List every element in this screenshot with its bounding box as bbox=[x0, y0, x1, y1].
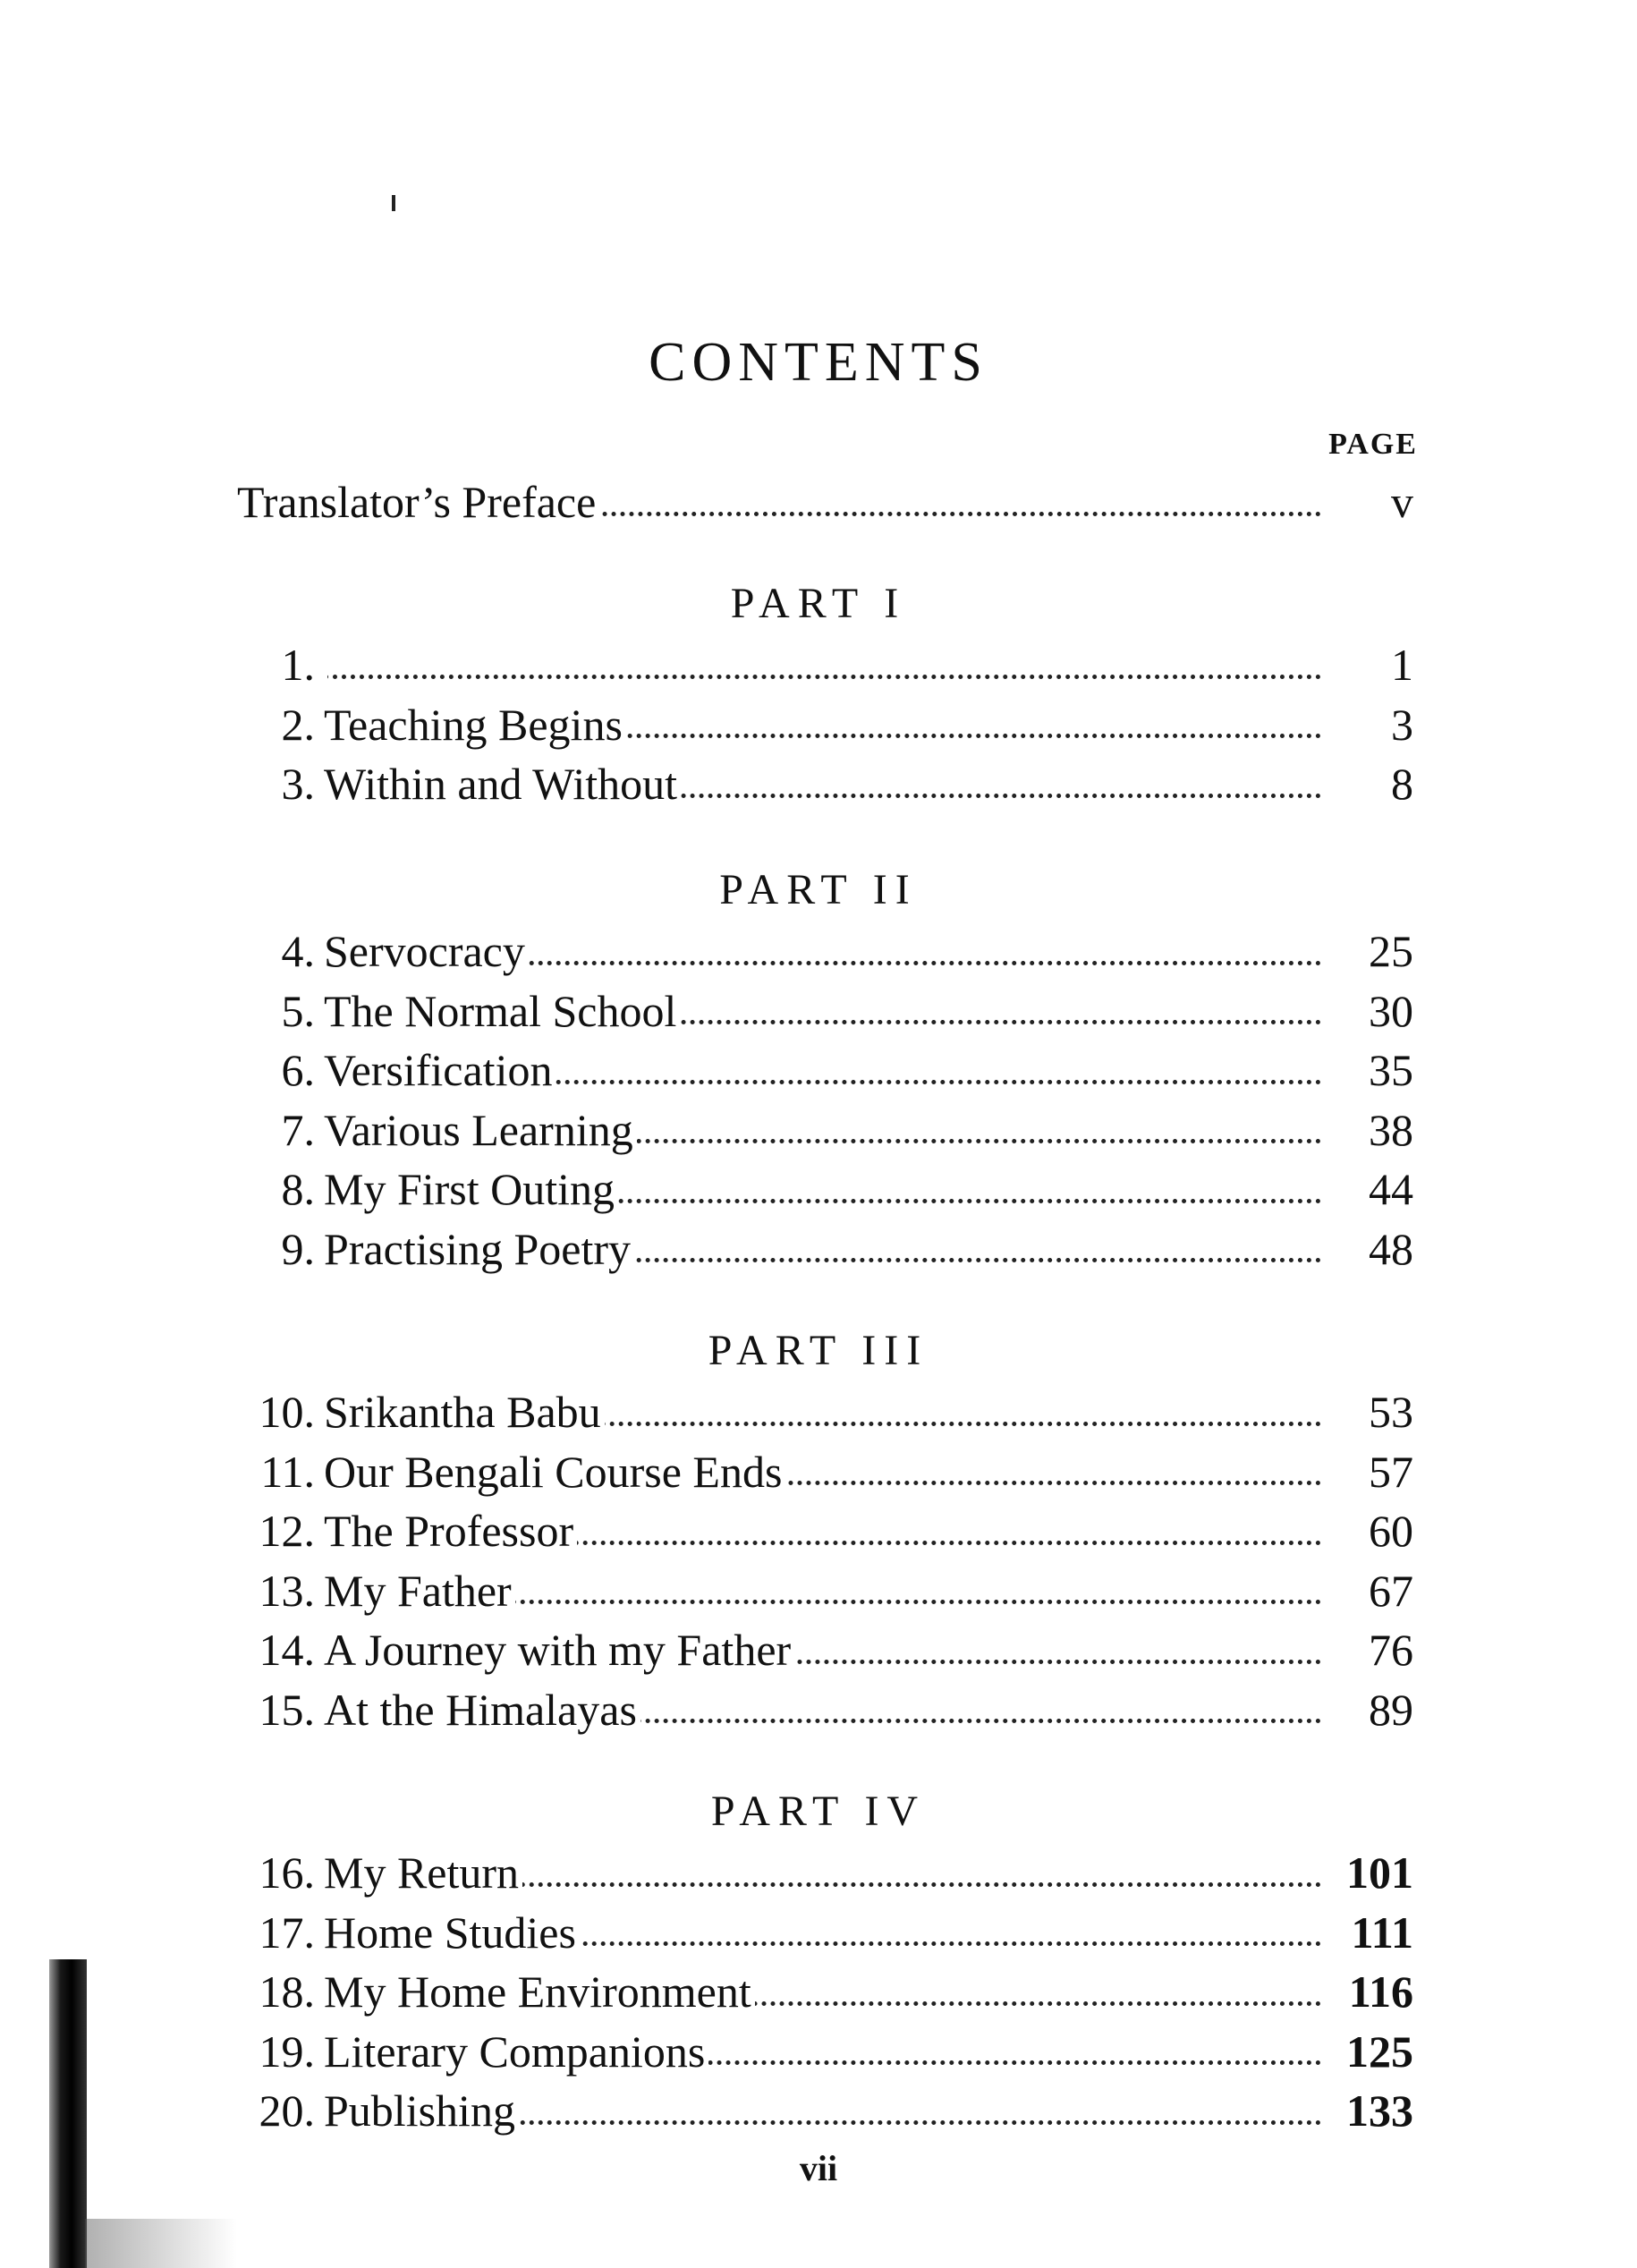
toc-entry-title: Our Bengali Course Ends bbox=[324, 1442, 1321, 1502]
toc-entry-page: 53 bbox=[1369, 1387, 1413, 1437]
toc-entry[interactable] bbox=[0, 1903, 1637, 1963]
toc-entry-title: Teaching Begins bbox=[324, 695, 1321, 755]
toc-entry-title: The Normal School bbox=[324, 981, 1321, 1041]
dot-leader bbox=[324, 675, 1321, 679]
toc-entry-number: 1. bbox=[281, 640, 315, 690]
toc-entry[interactable] bbox=[0, 1219, 1637, 1279]
toc-entry-number: 3. bbox=[281, 759, 315, 809]
toc-entry-page: 8 bbox=[1391, 759, 1413, 809]
toc-entry-number: 6. bbox=[281, 1045, 315, 1095]
toc-entry-page: 125 bbox=[1346, 2026, 1413, 2077]
toc-entry-title: A Journey with my Father bbox=[324, 1620, 1321, 1680]
toc-entry-title: My Home Environment bbox=[324, 1962, 1321, 2022]
toc-entry-number: 11. bbox=[260, 1446, 315, 1497]
toc-entry-number: 7. bbox=[281, 1104, 315, 1155]
toc-entry-title: Publishing bbox=[324, 2081, 1321, 2141]
footer-page-number: vii bbox=[799, 2148, 838, 2188]
toc-entry[interactable] bbox=[0, 1382, 1637, 1442]
toc-entry[interactable] bbox=[0, 1100, 1637, 1160]
part-heading: PART II bbox=[719, 866, 918, 913]
toc-entry-title: Literary Companions bbox=[324, 2022, 1321, 2082]
toc-entry-page: 101 bbox=[1346, 1848, 1413, 1898]
toc-entry-title: My First Outing bbox=[324, 1159, 1321, 1219]
toc-entry-number: 8. bbox=[281, 1164, 315, 1214]
part-heading: PART IV bbox=[710, 1788, 927, 1835]
toc-entry[interactable] bbox=[0, 1501, 1637, 1561]
toc-entry-page: 30 bbox=[1369, 985, 1413, 1036]
toc-entry-page: 116 bbox=[1348, 1966, 1413, 2017]
toc-entry-preface[interactable] bbox=[0, 472, 1637, 532]
part-1-section bbox=[0, 573, 1637, 814]
toc-entry[interactable] bbox=[0, 1843, 1637, 1903]
toc-entry-page: 111 bbox=[1351, 1907, 1413, 1958]
toc-entry-number: 10. bbox=[259, 1387, 315, 1437]
toc-entry[interactable] bbox=[0, 754, 1637, 814]
toc-entry-number: 4. bbox=[281, 926, 315, 976]
toc-entry-title: Translator’s Preface bbox=[237, 472, 1321, 532]
toc-entry-title: Within and Without bbox=[324, 754, 1321, 814]
contents-title: CONTENTS bbox=[649, 332, 988, 393]
toc-entry-title: Home Studies bbox=[324, 1903, 1321, 1963]
toc-entry[interactable] bbox=[0, 922, 1637, 981]
toc-entry-page: 44 bbox=[1369, 1164, 1413, 1214]
toc-entry-page: 3 bbox=[1391, 699, 1413, 750]
toc-entry-page: 35 bbox=[1369, 1045, 1413, 1095]
toc-entry-page: 57 bbox=[1369, 1446, 1413, 1497]
toc-entry-page: 38 bbox=[1369, 1104, 1413, 1155]
toc-entry[interactable] bbox=[0, 981, 1637, 1041]
toc-entry-title: My Return bbox=[324, 1843, 1321, 1903]
toc-entry-page: 89 bbox=[1369, 1684, 1413, 1735]
toc-entry[interactable] bbox=[0, 2081, 1637, 2141]
toc-entry[interactable] bbox=[0, 1561, 1637, 1621]
toc-entry-page: 48 bbox=[1369, 1223, 1413, 1274]
toc-entry-number: 13. bbox=[259, 1565, 315, 1616]
toc-entry-page: 67 bbox=[1369, 1565, 1413, 1616]
toc-entry-title: The Professor bbox=[324, 1501, 1321, 1561]
preface-section bbox=[0, 472, 1637, 532]
toc-entry[interactable] bbox=[0, 1680, 1637, 1740]
toc-entry[interactable] bbox=[0, 1620, 1637, 1680]
toc-entry-page: 25 bbox=[1369, 926, 1413, 976]
part-3-section bbox=[0, 1320, 1637, 1739]
toc-entry[interactable] bbox=[0, 635, 1637, 695]
toc-entry-page: 133 bbox=[1346, 2085, 1413, 2136]
toc-entry-number: 15. bbox=[259, 1684, 315, 1735]
toc-entry-number: 12. bbox=[259, 1506, 315, 1556]
page-column-label: PAGE bbox=[1328, 428, 1418, 461]
toc-entry[interactable] bbox=[0, 695, 1637, 755]
toc-entry-page: 1 bbox=[1391, 640, 1413, 690]
toc-entry[interactable] bbox=[0, 1442, 1637, 1502]
toc-entry-page: 60 bbox=[1369, 1506, 1413, 1556]
toc-entry-number: 14. bbox=[259, 1625, 315, 1675]
toc-entry-title: Versification bbox=[324, 1041, 1321, 1100]
toc-entry-page: 76 bbox=[1369, 1625, 1413, 1675]
toc-entry-number: 17. bbox=[259, 1907, 315, 1958]
toc-entry-number: 2. bbox=[281, 699, 315, 750]
toc-entry-title: My Father bbox=[324, 1561, 1321, 1621]
part-heading: PART I bbox=[730, 580, 907, 627]
stray-ink-mark bbox=[392, 195, 395, 211]
toc-entry[interactable] bbox=[0, 1041, 1637, 1100]
toc-entry-number: 5. bbox=[281, 985, 315, 1036]
toc-entry-page: v bbox=[1391, 477, 1413, 527]
toc-entry[interactable] bbox=[0, 1159, 1637, 1219]
toc-entry-number: 16. bbox=[259, 1848, 315, 1898]
toc-entry-number: 9. bbox=[281, 1223, 315, 1274]
part-2-section bbox=[0, 859, 1637, 1278]
toc-entry[interactable] bbox=[0, 1962, 1637, 2022]
toc-entry-title: Servocracy bbox=[324, 922, 1321, 981]
toc-entry-number: 18. bbox=[259, 1966, 315, 2017]
toc-entry-title: Srikantha Babu bbox=[324, 1382, 1321, 1442]
toc-entry-title: Practising Poetry bbox=[324, 1219, 1321, 1279]
toc-entry-number: 20. bbox=[259, 2085, 315, 2136]
toc-entry-number: 19. bbox=[259, 2026, 315, 2077]
toc-entry-title: Various Learning bbox=[324, 1100, 1321, 1160]
toc-entry-title: At the Himalayas bbox=[324, 1680, 1321, 1740]
spine-shadow-fade bbox=[85, 2219, 237, 2268]
toc-entry[interactable] bbox=[0, 2022, 1637, 2082]
toc-entry-title bbox=[324, 635, 1321, 695]
part-4-section bbox=[0, 1780, 1637, 2141]
part-heading: PART III bbox=[708, 1327, 929, 1374]
